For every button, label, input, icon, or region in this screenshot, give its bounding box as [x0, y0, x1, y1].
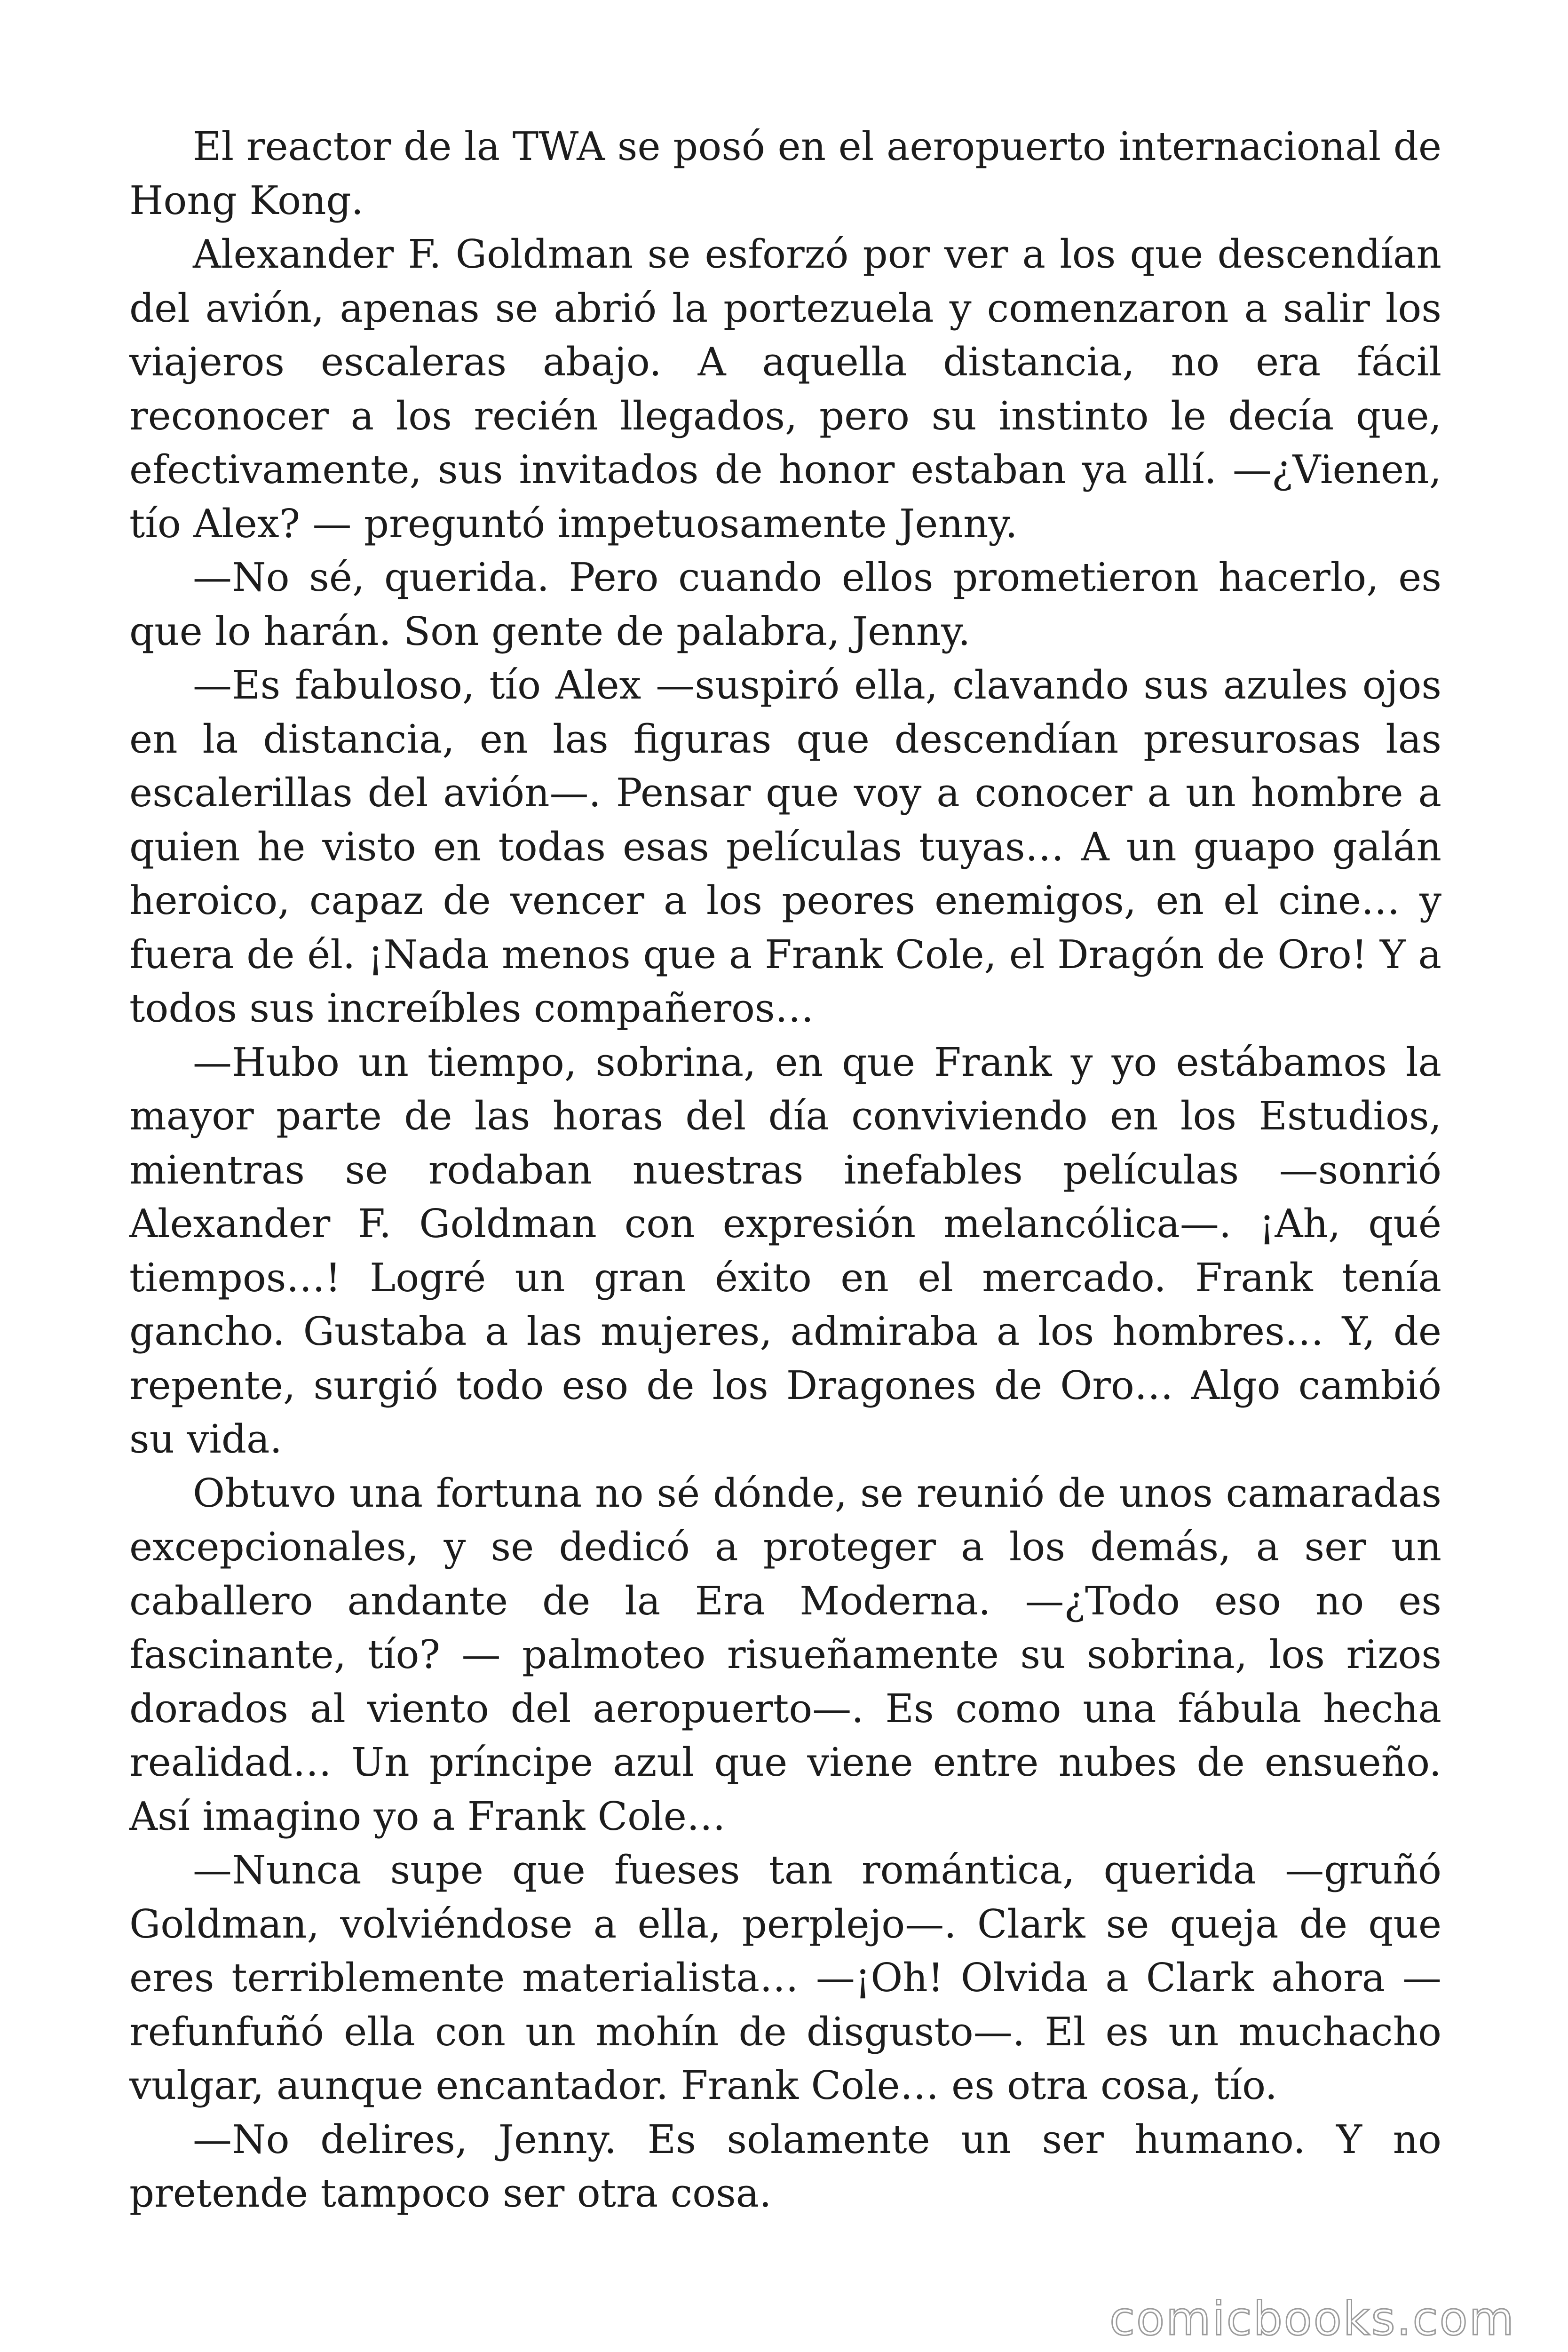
paragraph: —Es fabuloso, tío Alex —suspiró ella, clavando sus azules ojos en la distancia, en las figuras que descendían presurosas las escalerillas del avión—. Pensar que voy a conocer a un hombre a quien he visto en todas esas películas tuyas… A un guapo galán heroico, capaz de vencer a los peores enemigos, en el cine… y fuera de él. ¡Nada menos que a Frank Cole, el Dragón de Oro! Y a todos sus increíbles compañeros… — [129, 662, 1441, 1031]
paragraph: Obtuvo una fortuna no sé dónde, se reunió de unos camaradas excepcionales, y se dedicó a proteger a los demás, a ser un caballero andante de la Era Moderna. —¿Todo eso no es fascinante, tío? — palmoteo risueñamente su sobrina, los rizos dorados al viento del aeropuerto—. Es como una fábula hecha realidad… Un príncipe azul que viene entre nubes de ensueño. Así imagino yo a Frank Cole… — [129, 1470, 1441, 1839]
paragraph: Alexander F. Goldman se esforzó por ver a los que descendían del avión, apenas se abrió la portezuela y comenzaron a salir los viajeros escaleras abajo. A aquella distancia, no era fácil reconocer a los recién llegados, pero su instinto le decía que, efectivamente, sus invitados de honor estaban ya allí. —¿Vienen, tío Alex? — preguntó impetuosamente Jenny. — [129, 231, 1441, 547]
paragraph: —Nunca supe que fueses tan romántica, querida —gruñó Goldman, volviéndose a ella, perplejo—. Clark se queja de que eres terriblemente materialista… —¡Oh! Olvida a Clark ahora — refunfuñó ella con un mohín de disgusto—. El es un muchacho vulgar, aunque encantador. Frank Cole… es otra cosa, tío. — [129, 1847, 1441, 2108]
paragraph: —No sé, querida. Pero cuando ellos prometieron hacerlo, es que lo harán. Son gente de palabra, Jenny. — [129, 555, 1441, 654]
watermark: comicbooks.com — [1109, 2292, 1515, 2346]
paragraph: —Hubo un tiempo, sobrina, en que Frank y yo estábamos la mayor parte de las horas del día conviviendo en los Estudios, mientras se rodaban nuestras inefables películas —sonrió Alexander F. Goldman con expresión melancólica—. ¡Ah, qué tiempos…! Logré un gran éxito en el mercado. Frank tenía gancho. Gustaba a las mujeres, admiraba a los hombres… Y, de repente, surgió todo eso de los Dragones de Oro… Algo cambió su vida. — [129, 1039, 1441, 1462]
paragraph: El reactor de la TWA se posó en el aeropuerto internacional de Hong Kong. — [129, 124, 1441, 223]
paragraph: —No delires, Jenny. Es solamente un ser humano. Y no pretende tampoco ser otra cosa. — [129, 2116, 1441, 2216]
page-body — [129, 120, 1441, 2221]
